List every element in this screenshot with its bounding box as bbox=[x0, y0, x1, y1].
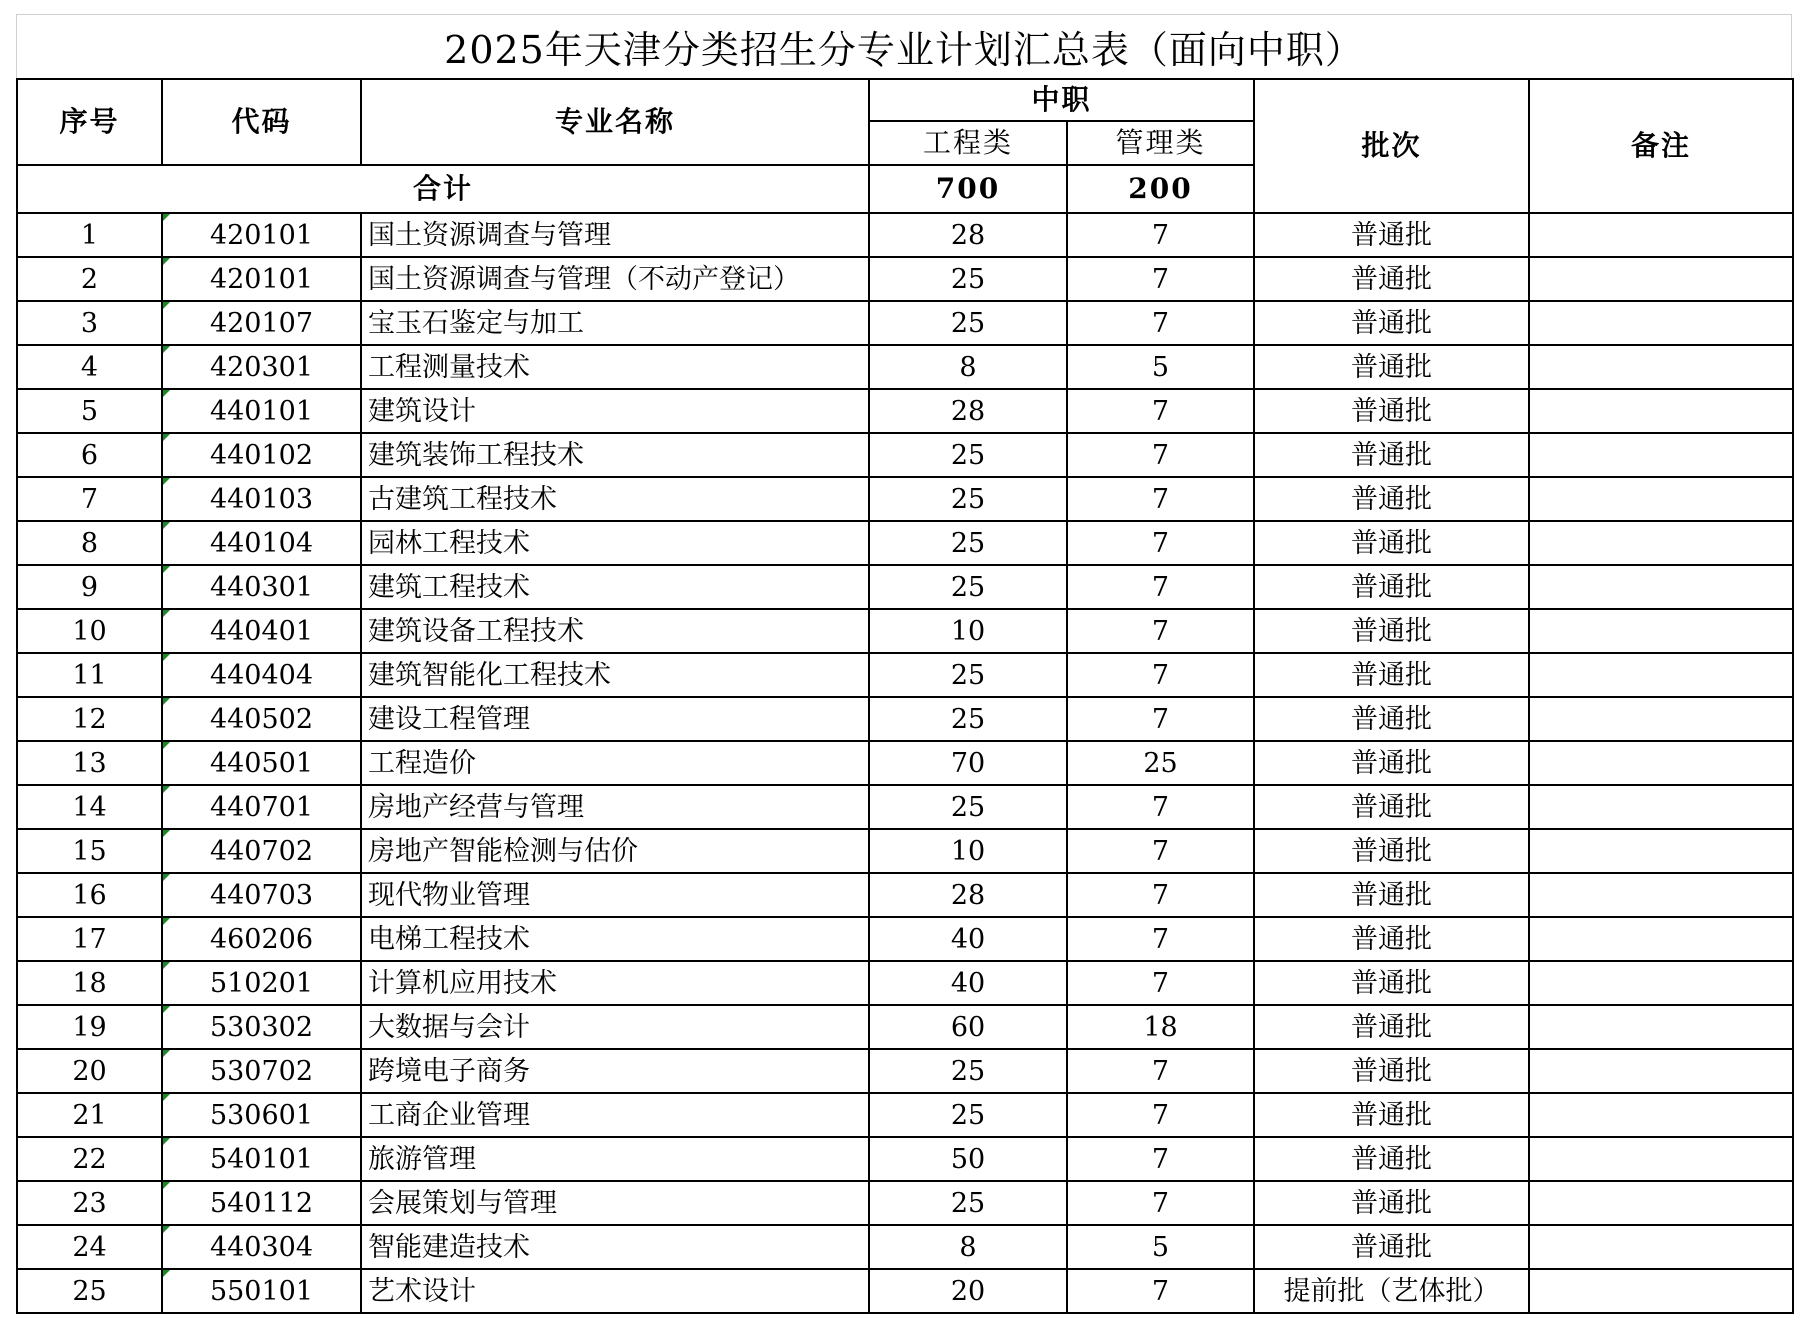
cell-code-text: 440104 bbox=[209, 527, 314, 559]
cell-engineering[interactable]: 28 bbox=[869, 873, 1067, 917]
cell-error-indicator-icon bbox=[163, 302, 170, 309]
cell-remark[interactable] bbox=[1529, 1049, 1793, 1093]
table-row bbox=[17, 917, 1793, 961]
cell-seq[interactable]: 10 bbox=[17, 609, 162, 653]
cell-major[interactable]: 房地产智能检测与估价 bbox=[361, 829, 869, 873]
cell-engineering[interactable]: 10 bbox=[869, 609, 1067, 653]
table-row bbox=[17, 1225, 1793, 1269]
cell-major[interactable]: 智能建造技术 bbox=[361, 1225, 869, 1269]
cell-batch[interactable]: 普通批 bbox=[1254, 697, 1529, 741]
cell-seq[interactable]: 21 bbox=[17, 1093, 162, 1137]
cell-major[interactable]: 现代物业管理 bbox=[361, 873, 869, 917]
cell-major[interactable]: 园林工程技术 bbox=[361, 521, 869, 565]
header-row-1 bbox=[17, 79, 1793, 121]
cell-error-indicator-icon bbox=[163, 1182, 170, 1189]
cell-remark[interactable] bbox=[1529, 917, 1793, 961]
cell-seq[interactable]: 8 bbox=[17, 521, 162, 565]
cell-code[interactable] bbox=[162, 917, 361, 961]
cell-code-text: 440102 bbox=[209, 439, 314, 471]
cell-batch[interactable]: 普通批 bbox=[1254, 1049, 1529, 1093]
table-row bbox=[17, 653, 1793, 697]
cell-code-text: 440404 bbox=[209, 659, 314, 691]
cell-engineering[interactable]: 40 bbox=[869, 917, 1067, 961]
cell-engineering[interactable]: 28 bbox=[869, 389, 1067, 433]
cell-batch[interactable]: 普通批 bbox=[1254, 257, 1529, 301]
cell-management[interactable]: 7 bbox=[1067, 213, 1254, 257]
cell-batch[interactable]: 普通批 bbox=[1254, 565, 1529, 609]
table-row bbox=[17, 1269, 1793, 1313]
cell-code-text: 530702 bbox=[209, 1055, 314, 1087]
cell-error-indicator-icon bbox=[163, 874, 170, 881]
cell-management[interactable]: 7 bbox=[1067, 961, 1254, 1005]
cell-management[interactable]: 7 bbox=[1067, 1093, 1254, 1137]
table-row bbox=[17, 565, 1793, 609]
cell-major[interactable]: 旅游管理 bbox=[361, 1137, 869, 1181]
cell-seq[interactable]: 23 bbox=[17, 1181, 162, 1225]
cell-remark[interactable] bbox=[1529, 257, 1793, 301]
table-row bbox=[17, 257, 1793, 301]
cell-seq[interactable]: 14 bbox=[17, 785, 162, 829]
cell-seq[interactable]: 22 bbox=[17, 1137, 162, 1181]
plan-table bbox=[16, 78, 1794, 1314]
cell-batch[interactable]: 普通批 bbox=[1254, 477, 1529, 521]
cell-management[interactable]: 7 bbox=[1067, 697, 1254, 741]
cell-engineering[interactable]: 25 bbox=[869, 301, 1067, 345]
cell-error-indicator-icon bbox=[163, 390, 170, 397]
cell-management[interactable]: 5 bbox=[1067, 345, 1254, 389]
cell-major[interactable]: 古建筑工程技术 bbox=[361, 477, 869, 521]
cell-code-text: 440703 bbox=[209, 879, 314, 911]
cell-management[interactable]: 7 bbox=[1067, 1181, 1254, 1225]
cell-major[interactable]: 国土资源调查与管理（不动产登记） bbox=[361, 257, 869, 301]
table-row bbox=[17, 301, 1793, 345]
cell-batch[interactable]: 普通批 bbox=[1254, 1005, 1529, 1049]
header-code: 代码 bbox=[162, 79, 361, 165]
total-label: 合计 bbox=[17, 165, 869, 213]
cell-code[interactable] bbox=[162, 301, 361, 345]
cell-code[interactable] bbox=[162, 521, 361, 565]
cell-management[interactable]: 7 bbox=[1067, 1049, 1254, 1093]
cell-code[interactable] bbox=[162, 785, 361, 829]
cell-seq[interactable]: 1 bbox=[17, 213, 162, 257]
cell-management[interactable]: 7 bbox=[1067, 609, 1254, 653]
cell-batch[interactable]: 普通批 bbox=[1254, 1181, 1529, 1225]
cell-error-indicator-icon bbox=[163, 1226, 170, 1233]
cell-engineering[interactable]: 28 bbox=[869, 213, 1067, 257]
cell-seq[interactable]: 17 bbox=[17, 917, 162, 961]
cell-engineering[interactable]: 25 bbox=[869, 433, 1067, 477]
cell-batch[interactable]: 普通批 bbox=[1254, 917, 1529, 961]
header-management: 管理类 bbox=[1067, 121, 1254, 165]
cell-major[interactable]: 建筑智能化工程技术 bbox=[361, 653, 869, 697]
table-row bbox=[17, 1093, 1793, 1137]
cell-management[interactable]: 7 bbox=[1067, 565, 1254, 609]
cell-seq[interactable]: 13 bbox=[17, 741, 162, 785]
cell-management[interactable]: 7 bbox=[1067, 433, 1254, 477]
table-row bbox=[17, 609, 1793, 653]
cell-management[interactable]: 7 bbox=[1067, 257, 1254, 301]
cell-code-text: 420101 bbox=[209, 219, 314, 251]
table-row bbox=[17, 741, 1793, 785]
cell-code-text: 420101 bbox=[209, 263, 314, 295]
cell-engineering[interactable]: 25 bbox=[869, 477, 1067, 521]
header-batch: 批次 bbox=[1254, 79, 1529, 213]
cell-engineering[interactable]: 8 bbox=[869, 345, 1067, 389]
cell-code-text: 460206 bbox=[209, 923, 314, 955]
cell-code[interactable] bbox=[162, 697, 361, 741]
cell-batch[interactable]: 普通批 bbox=[1254, 785, 1529, 829]
cell-engineering[interactable]: 25 bbox=[869, 257, 1067, 301]
cell-batch[interactable]: 普通批 bbox=[1254, 213, 1529, 257]
cell-code-text: 440101 bbox=[209, 395, 314, 427]
cell-code[interactable] bbox=[162, 609, 361, 653]
cell-management[interactable]: 7 bbox=[1067, 785, 1254, 829]
cell-management[interactable]: 7 bbox=[1067, 829, 1254, 873]
table-row bbox=[17, 1005, 1793, 1049]
cell-major[interactable]: 建筑设备工程技术 bbox=[361, 609, 869, 653]
cell-code[interactable] bbox=[162, 213, 361, 257]
cell-engineering[interactable]: 25 bbox=[869, 521, 1067, 565]
cell-engineering[interactable]: 25 bbox=[869, 785, 1067, 829]
table-row bbox=[17, 829, 1793, 873]
table-row bbox=[17, 521, 1793, 565]
cell-error-indicator-icon bbox=[163, 962, 170, 969]
cell-batch[interactable]: 普通批 bbox=[1254, 961, 1529, 1005]
cell-remark[interactable] bbox=[1529, 1093, 1793, 1137]
cell-seq[interactable]: 18 bbox=[17, 961, 162, 1005]
cell-code-text: 440304 bbox=[209, 1231, 314, 1263]
cell-remark[interactable] bbox=[1529, 653, 1793, 697]
cell-code-text: 530302 bbox=[209, 1011, 314, 1043]
cell-engineering[interactable]: 8 bbox=[869, 1225, 1067, 1269]
cell-batch[interactable]: 普通批 bbox=[1254, 1093, 1529, 1137]
cell-seq[interactable]: 11 bbox=[17, 653, 162, 697]
cell-code-text: 420301 bbox=[209, 351, 314, 383]
cell-code-text: 510201 bbox=[209, 967, 314, 999]
table-row bbox=[17, 477, 1793, 521]
cell-code-text: 440502 bbox=[209, 703, 314, 735]
cell-seq[interactable]: 25 bbox=[17, 1269, 162, 1313]
cell-remark[interactable] bbox=[1529, 697, 1793, 741]
cell-engineering[interactable]: 25 bbox=[869, 653, 1067, 697]
cell-error-indicator-icon bbox=[163, 522, 170, 529]
cell-batch[interactable]: 普通批 bbox=[1254, 653, 1529, 697]
header-group-zhongzhi: 中职 bbox=[869, 79, 1254, 121]
cell-batch[interactable]: 普通批 bbox=[1254, 1225, 1529, 1269]
cell-major[interactable]: 建设工程管理 bbox=[361, 697, 869, 741]
cell-error-indicator-icon bbox=[163, 1094, 170, 1101]
cell-engineering[interactable]: 25 bbox=[869, 1181, 1067, 1225]
cell-remark[interactable] bbox=[1529, 1269, 1793, 1313]
cell-remark[interactable] bbox=[1529, 873, 1793, 917]
cell-management[interactable]: 7 bbox=[1067, 301, 1254, 345]
cell-code-text: 550101 bbox=[209, 1275, 314, 1307]
cell-code[interactable] bbox=[162, 389, 361, 433]
cell-engineering[interactable]: 70 bbox=[869, 741, 1067, 785]
cell-management[interactable]: 18 bbox=[1067, 1005, 1254, 1049]
cell-error-indicator-icon bbox=[163, 258, 170, 265]
cell-error-indicator-icon bbox=[163, 346, 170, 353]
cell-code-text: 540101 bbox=[209, 1143, 314, 1175]
cell-remark[interactable] bbox=[1529, 829, 1793, 873]
cell-major[interactable]: 建筑装饰工程技术 bbox=[361, 433, 869, 477]
cell-batch[interactable]: 普通批 bbox=[1254, 433, 1529, 477]
cell-management[interactable]: 7 bbox=[1067, 389, 1254, 433]
cell-code[interactable] bbox=[162, 873, 361, 917]
cell-engineering[interactable]: 10 bbox=[869, 829, 1067, 873]
cell-engineering[interactable]: 40 bbox=[869, 961, 1067, 1005]
cell-code[interactable] bbox=[162, 1225, 361, 1269]
table-row bbox=[17, 1181, 1793, 1225]
table-row bbox=[17, 345, 1793, 389]
cell-code-text: 440103 bbox=[209, 483, 314, 515]
cell-code-text: 440501 bbox=[209, 747, 314, 779]
table-row bbox=[17, 213, 1793, 257]
header-engineering: 工程类 bbox=[869, 121, 1067, 165]
table-row bbox=[17, 873, 1793, 917]
cell-seq[interactable]: 12 bbox=[17, 697, 162, 741]
cell-seq[interactable]: 7 bbox=[17, 477, 162, 521]
cell-management[interactable]: 7 bbox=[1067, 521, 1254, 565]
cell-major[interactable]: 宝玉石鉴定与加工 bbox=[361, 301, 869, 345]
cell-engineering[interactable]: 60 bbox=[869, 1005, 1067, 1049]
cell-major[interactable]: 跨境电子商务 bbox=[361, 1049, 869, 1093]
cell-management[interactable]: 7 bbox=[1067, 873, 1254, 917]
cell-remark[interactable] bbox=[1529, 1005, 1793, 1049]
cell-code-text: 440301 bbox=[209, 571, 314, 603]
table-row bbox=[17, 389, 1793, 433]
cell-seq[interactable]: 19 bbox=[17, 1005, 162, 1049]
cell-major[interactable]: 电梯工程技术 bbox=[361, 917, 869, 961]
cell-management[interactable]: 7 bbox=[1067, 917, 1254, 961]
cell-error-indicator-icon bbox=[163, 918, 170, 925]
cell-seq[interactable]: 20 bbox=[17, 1049, 162, 1093]
cell-batch[interactable]: 普通批 bbox=[1254, 301, 1529, 345]
cell-major[interactable]: 国土资源调查与管理 bbox=[361, 213, 869, 257]
cell-remark[interactable] bbox=[1529, 213, 1793, 257]
cell-error-indicator-icon bbox=[163, 654, 170, 661]
cell-error-indicator-icon bbox=[163, 1050, 170, 1057]
cell-remark[interactable] bbox=[1529, 345, 1793, 389]
cell-remark[interactable] bbox=[1529, 961, 1793, 1005]
header-remark: 备注 bbox=[1529, 79, 1793, 213]
table-row bbox=[17, 785, 1793, 829]
cell-major[interactable]: 艺术设计 bbox=[361, 1269, 869, 1313]
cell-code[interactable] bbox=[162, 565, 361, 609]
cell-engineering[interactable]: 25 bbox=[869, 1093, 1067, 1137]
cell-engineering[interactable]: 20 bbox=[869, 1269, 1067, 1313]
cell-seq[interactable]: 15 bbox=[17, 829, 162, 873]
cell-error-indicator-icon bbox=[163, 786, 170, 793]
cell-batch[interactable]: 普通批 bbox=[1254, 521, 1529, 565]
cell-major[interactable]: 会展策划与管理 bbox=[361, 1181, 869, 1225]
table-row bbox=[17, 697, 1793, 741]
header-major: 专业名称 bbox=[361, 79, 869, 165]
cell-management[interactable]: 7 bbox=[1067, 1137, 1254, 1181]
cell-code[interactable] bbox=[162, 1269, 361, 1313]
cell-code-text: 440702 bbox=[209, 835, 314, 867]
table-row bbox=[17, 433, 1793, 477]
cell-engineering[interactable]: 25 bbox=[869, 1049, 1067, 1093]
cell-batch[interactable]: 普通批 bbox=[1254, 389, 1529, 433]
cell-code[interactable] bbox=[162, 1049, 361, 1093]
cell-seq[interactable]: 24 bbox=[17, 1225, 162, 1269]
cell-code[interactable] bbox=[162, 1137, 361, 1181]
cell-code[interactable] bbox=[162, 477, 361, 521]
cell-code[interactable] bbox=[162, 1181, 361, 1225]
cell-major[interactable]: 建筑设计 bbox=[361, 389, 869, 433]
cell-error-indicator-icon bbox=[163, 434, 170, 441]
cell-remark[interactable] bbox=[1529, 433, 1793, 477]
table-row bbox=[17, 1137, 1793, 1181]
cell-error-indicator-icon bbox=[163, 214, 170, 221]
cell-batch[interactable]: 提前批（艺体批） bbox=[1254, 1269, 1529, 1313]
cell-remark[interactable] bbox=[1529, 1137, 1793, 1181]
cell-management[interactable]: 5 bbox=[1067, 1225, 1254, 1269]
cell-error-indicator-icon bbox=[163, 742, 170, 749]
cell-management[interactable]: 7 bbox=[1067, 653, 1254, 697]
cell-code[interactable] bbox=[162, 345, 361, 389]
cell-code-text: 440401 bbox=[209, 615, 314, 647]
table-row bbox=[17, 1049, 1793, 1093]
cell-code[interactable] bbox=[162, 1005, 361, 1049]
cell-batch[interactable]: 普通批 bbox=[1254, 741, 1529, 785]
cell-batch[interactable]: 普通批 bbox=[1254, 609, 1529, 653]
cell-batch[interactable]: 普通批 bbox=[1254, 873, 1529, 917]
cell-major[interactable]: 工程测量技术 bbox=[361, 345, 869, 389]
cell-remark[interactable] bbox=[1529, 741, 1793, 785]
cell-error-indicator-icon bbox=[163, 610, 170, 617]
spreadsheet bbox=[16, 14, 1792, 1314]
cell-seq[interactable]: 5 bbox=[17, 389, 162, 433]
cell-code[interactable] bbox=[162, 961, 361, 1005]
table-title: 2025年天津分类招生分专业计划汇总表（面向中职） bbox=[16, 14, 1792, 78]
cell-seq[interactable]: 2 bbox=[17, 257, 162, 301]
cell-engineering[interactable]: 50 bbox=[869, 1137, 1067, 1181]
cell-major[interactable]: 大数据与会计 bbox=[361, 1005, 869, 1049]
cell-remark[interactable] bbox=[1529, 1225, 1793, 1269]
cell-management[interactable]: 7 bbox=[1067, 477, 1254, 521]
cell-remark[interactable] bbox=[1529, 389, 1793, 433]
header-seq: 序号 bbox=[17, 79, 162, 165]
cell-error-indicator-icon bbox=[163, 566, 170, 573]
cell-code[interactable] bbox=[162, 741, 361, 785]
cell-error-indicator-icon bbox=[163, 1270, 170, 1277]
cell-code[interactable] bbox=[162, 829, 361, 873]
total-management: 200 bbox=[1067, 165, 1254, 213]
cell-seq[interactable]: 9 bbox=[17, 565, 162, 609]
cell-major[interactable]: 工商企业管理 bbox=[361, 1093, 869, 1137]
cell-engineering[interactable]: 25 bbox=[869, 565, 1067, 609]
cell-seq[interactable]: 4 bbox=[17, 345, 162, 389]
cell-error-indicator-icon bbox=[163, 1138, 170, 1145]
cell-error-indicator-icon bbox=[163, 830, 170, 837]
cell-batch[interactable]: 普通批 bbox=[1254, 1137, 1529, 1181]
cell-code[interactable] bbox=[162, 257, 361, 301]
cell-error-indicator-icon bbox=[163, 478, 170, 485]
table-row bbox=[17, 961, 1793, 1005]
cell-management[interactable]: 25 bbox=[1067, 741, 1254, 785]
cell-batch[interactable]: 普通批 bbox=[1254, 345, 1529, 389]
cell-remark[interactable] bbox=[1529, 785, 1793, 829]
cell-remark[interactable] bbox=[1529, 609, 1793, 653]
cell-seq[interactable]: 3 bbox=[17, 301, 162, 345]
cell-major[interactable]: 建筑工程技术 bbox=[361, 565, 869, 609]
cell-remark[interactable] bbox=[1529, 477, 1793, 521]
cell-major[interactable]: 计算机应用技术 bbox=[361, 961, 869, 1005]
cell-code[interactable] bbox=[162, 1093, 361, 1137]
cell-code-text: 540112 bbox=[209, 1187, 314, 1219]
cell-batch[interactable]: 普通批 bbox=[1254, 829, 1529, 873]
cell-major[interactable]: 房地产经营与管理 bbox=[361, 785, 869, 829]
cell-code-text: 420107 bbox=[209, 307, 314, 339]
cell-code-text: 530601 bbox=[209, 1099, 314, 1131]
cell-remark[interactable] bbox=[1529, 565, 1793, 609]
cell-seq[interactable]: 6 bbox=[17, 433, 162, 477]
cell-code[interactable] bbox=[162, 653, 361, 697]
cell-remark[interactable] bbox=[1529, 521, 1793, 565]
cell-seq[interactable]: 16 bbox=[17, 873, 162, 917]
cell-code-text: 440701 bbox=[209, 791, 314, 823]
cell-engineering[interactable]: 25 bbox=[869, 697, 1067, 741]
cell-remark[interactable] bbox=[1529, 301, 1793, 345]
cell-error-indicator-icon bbox=[163, 1006, 170, 1013]
total-engineering: 700 bbox=[869, 165, 1067, 213]
cell-management[interactable]: 7 bbox=[1067, 1269, 1254, 1313]
cell-remark[interactable] bbox=[1529, 1181, 1793, 1225]
cell-major[interactable]: 工程造价 bbox=[361, 741, 869, 785]
cell-error-indicator-icon bbox=[163, 698, 170, 705]
cell-code[interactable] bbox=[162, 433, 361, 477]
